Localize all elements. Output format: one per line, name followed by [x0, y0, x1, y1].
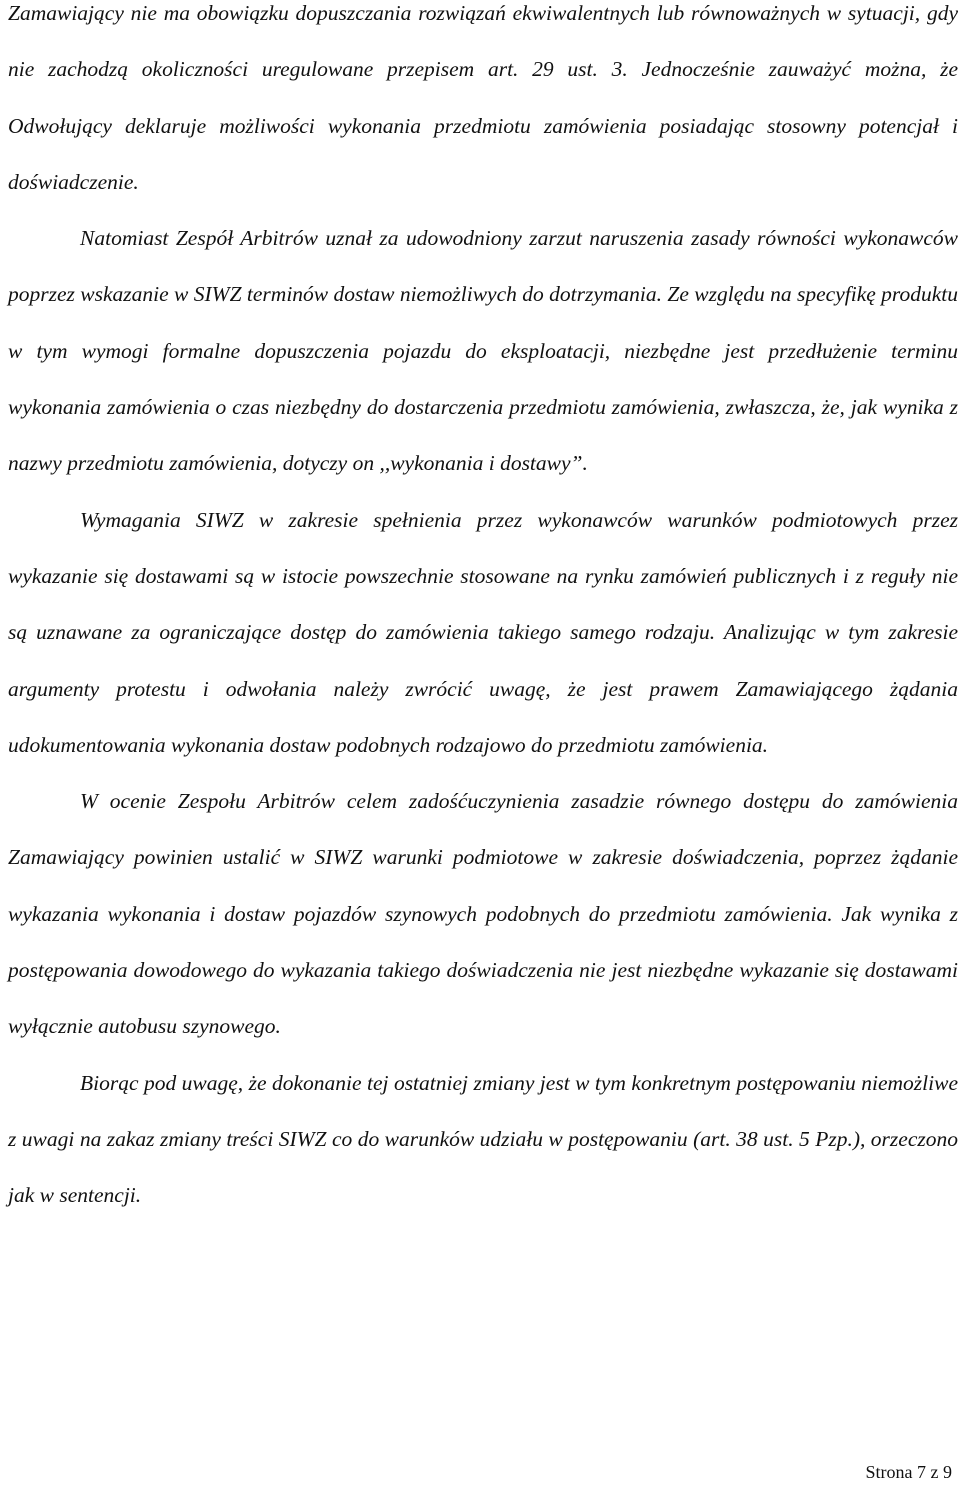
paragraph-4: W ocenie Zespołu Arbitrów celem zadośćuczynienia zasadzie równego dostępu do zamówienia Zamawiający powinien ustalić w SIWZ warunki podmiotowe w zakresie doświadczenia, poprzez żądanie wykazania wykonania i dostaw pojazdów szynowych podobnych do przedmiotu zamówienia. Jak wynika z postępowania dowodowego do wykazania takiego doświadczenia nie jest niezbędne wykazanie się dostawami wyłącznie autobusu szynowego.	[8, 789, 958, 1039]
paragraph-2: Natomiast Zespół Arbitrów uznał za udowodniony zarzut naruszenia zasady równości wykonawców poprzez wskazanie w SIWZ terminów dostaw niemożliwych do dotrzymania. Ze względu na specyfikę produktu w tym wymogi formalne dopuszczenia pojazdu do eksploatacji, niezbędne jest przedłużenie terminu wykonania zamówienia o czas niezbędny do dostarczenia przedmiotu zamówienia, zwłaszcza, że, jak wynika z nazwy przedmiotu zamówienia, dotyczy on ,,wykonania i dostawy”.	[8, 226, 958, 476]
document-body	[8, 0, 958, 1224]
paragraph-3: Wymagania SIWZ w zakresie spełnienia przez wykonawców warunków podmiotowych przez wykazanie się dostawami są w istocie powszechnie stosowane na rynku zamówień publicznych i z reguły nie są uznawane za ograniczające dostęp do zamówienia takiego samego rodzaju. Analizując w tym zakresie argumenty protestu i odwołania należy zwrócić uwagę, że jest prawem Zamawiającego żądania udokumentowania wykonania dostaw podobnych rodzajowo do przedmiotu zamówienia.	[8, 507, 958, 757]
page-number: Strona 7 z 9	[865, 1462, 952, 1482]
paragraph-1: Zamawiający nie ma obowiązku dopuszczania rozwiązań ekwiwalentnych lub równoważnych w sytuacji, gdy nie zachodzą okoliczności uregulowane przepisem art. 29 ust. 3. Jednocześnie zauważyć można, że Odwołujący deklaruje możliwości wykonania przedmiotu zamówienia posiadając stosowny potencjał i doświadczenie.	[8, 1, 958, 194]
paragraph-5: Biorąc pod uwagę, że dokonanie tej ostatniej zmiany jest w tym konkretnym postępowaniu niemożliwe z uwagi na zakaz zmiany treści SIWZ co do warunków udziału w postępowaniu (art. 38 ust. 5 Pzp.), orzeczono jak w sentencji.	[8, 1070, 958, 1208]
